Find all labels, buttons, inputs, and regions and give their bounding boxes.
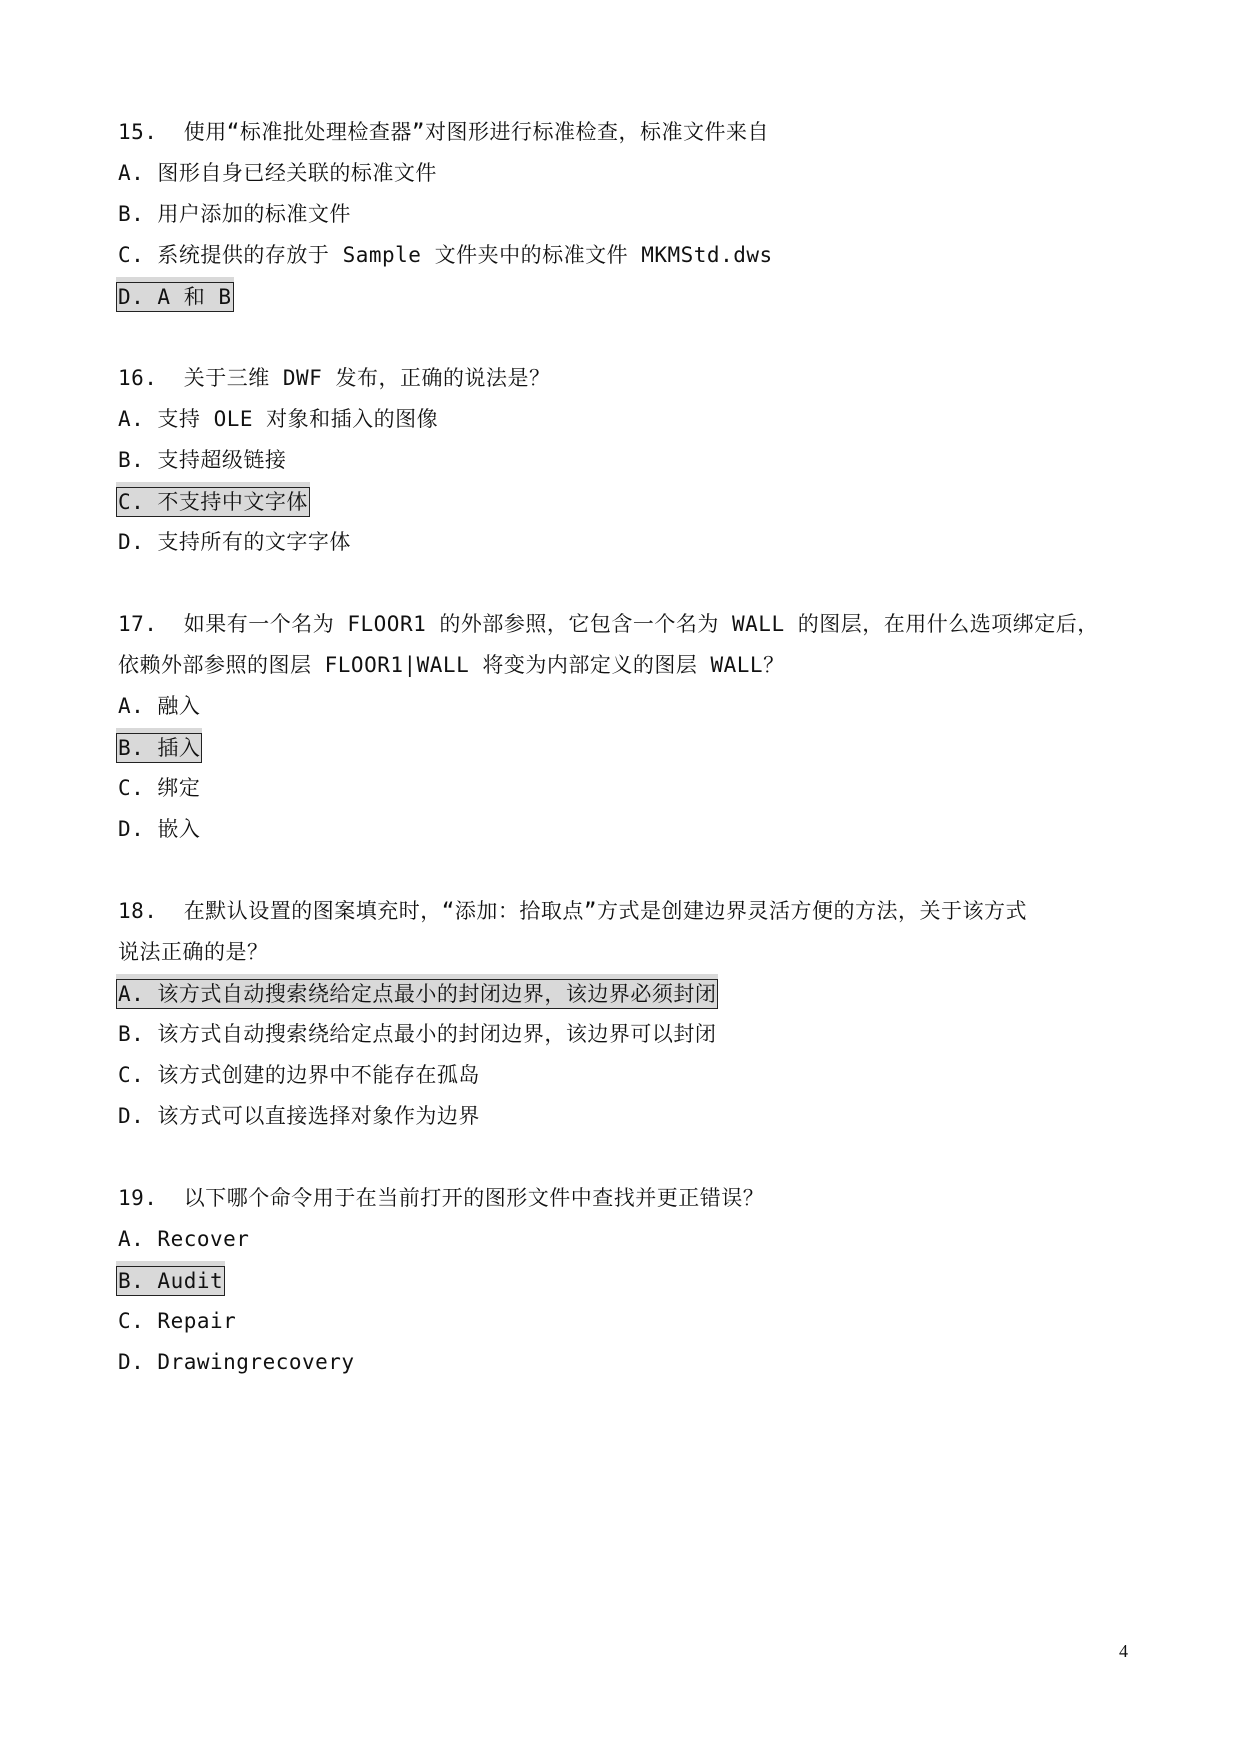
- question-19-option-a: A. Recover: [118, 1227, 250, 1251]
- question-19-stem: [118, 1184, 764, 1212]
- question-17-text-line-1: 如果有一个名为 FLOOR1 的外部参照，它包含一个名为 WALL 的图层，在用什么选项绑定后，: [183, 612, 1099, 636]
- question-17-text-line-2: 依赖外部参照的图层 FLOOR1|WALL 将变为内部定义的图层 WALL？: [118, 653, 785, 677]
- question-15-stem: [118, 118, 769, 146]
- question-19-text: 以下哪个命令用于在当前打开的图形文件中查找并更正错误？: [183, 1186, 765, 1210]
- question-18-option-a-highlighted: A. 该方式自动搜索绕给定点最小的封闭边界，该边界必须封闭: [116, 979, 718, 1009]
- question-15-option-c: C. 系统提供的存放于 Sample 文件夹中的标准文件 MKMStd.dws: [118, 243, 773, 267]
- question-15-option-a: A. 图形自身已经关联的标准文件: [118, 161, 437, 185]
- question-16-text: 关于三维 DWF 发布，正确的说法是？: [183, 366, 551, 390]
- question-17-stem: [118, 610, 1099, 638]
- question-17-option-c: C. 绑定: [118, 776, 201, 800]
- question-18-option-c: C. 该方式创建的边界中不能存在孤岛: [118, 1063, 480, 1087]
- question-17-option-d: D. 嵌入: [118, 817, 201, 841]
- question-18-option-d: D. 该方式可以直接选择对象作为边界: [118, 1104, 480, 1128]
- question-18-text-line-2: 说法正确的是？: [118, 940, 269, 964]
- question-16-option-c-highlighted: C. 不支持中文字体: [116, 487, 310, 517]
- question-16-number: 16.: [118, 366, 158, 390]
- question-17-number: 17.: [118, 612, 158, 636]
- question-18-number: 18.: [118, 899, 158, 923]
- question-16-stem: [118, 364, 550, 392]
- question-18-option-b: B. 该方式自动搜索绕给定点最小的封闭边界，该边界可以封闭: [118, 1022, 717, 1046]
- question-19-option-b-highlighted: B. Audit: [116, 1266, 225, 1296]
- question-16-option-d: D. 支持所有的文字字体: [118, 530, 351, 554]
- question-19-option-d: D. Drawingrecovery: [118, 1350, 355, 1374]
- page-number: 4: [1119, 1641, 1128, 1661]
- question-19-option-c: C. Repair: [118, 1309, 237, 1333]
- question-15-option-d-highlighted: D. A 和 B: [116, 282, 234, 312]
- question-15-option-b: B. 用户添加的标准文件: [118, 202, 351, 226]
- question-16-option-b: B. 支持超级链接: [118, 448, 287, 472]
- question-17-option-b-highlighted: B. 插入: [116, 733, 202, 763]
- question-18-stem: [118, 897, 1027, 925]
- question-15-text: 使用“标准批处理检查器”对图形进行标准检查，标准文件来自: [183, 120, 770, 144]
- question-16-option-a: A. 支持 OLE 对象和插入的图像: [118, 407, 439, 431]
- question-17-option-a: A. 融入: [118, 694, 201, 718]
- question-15-number: 15.: [118, 120, 158, 144]
- question-19-number: 19.: [118, 1186, 158, 1210]
- question-18-text-line-1: 在默认设置的图案填充时，“添加：拾取点”方式是创建边界灵活方便的方法，关于该方式: [183, 899, 1028, 923]
